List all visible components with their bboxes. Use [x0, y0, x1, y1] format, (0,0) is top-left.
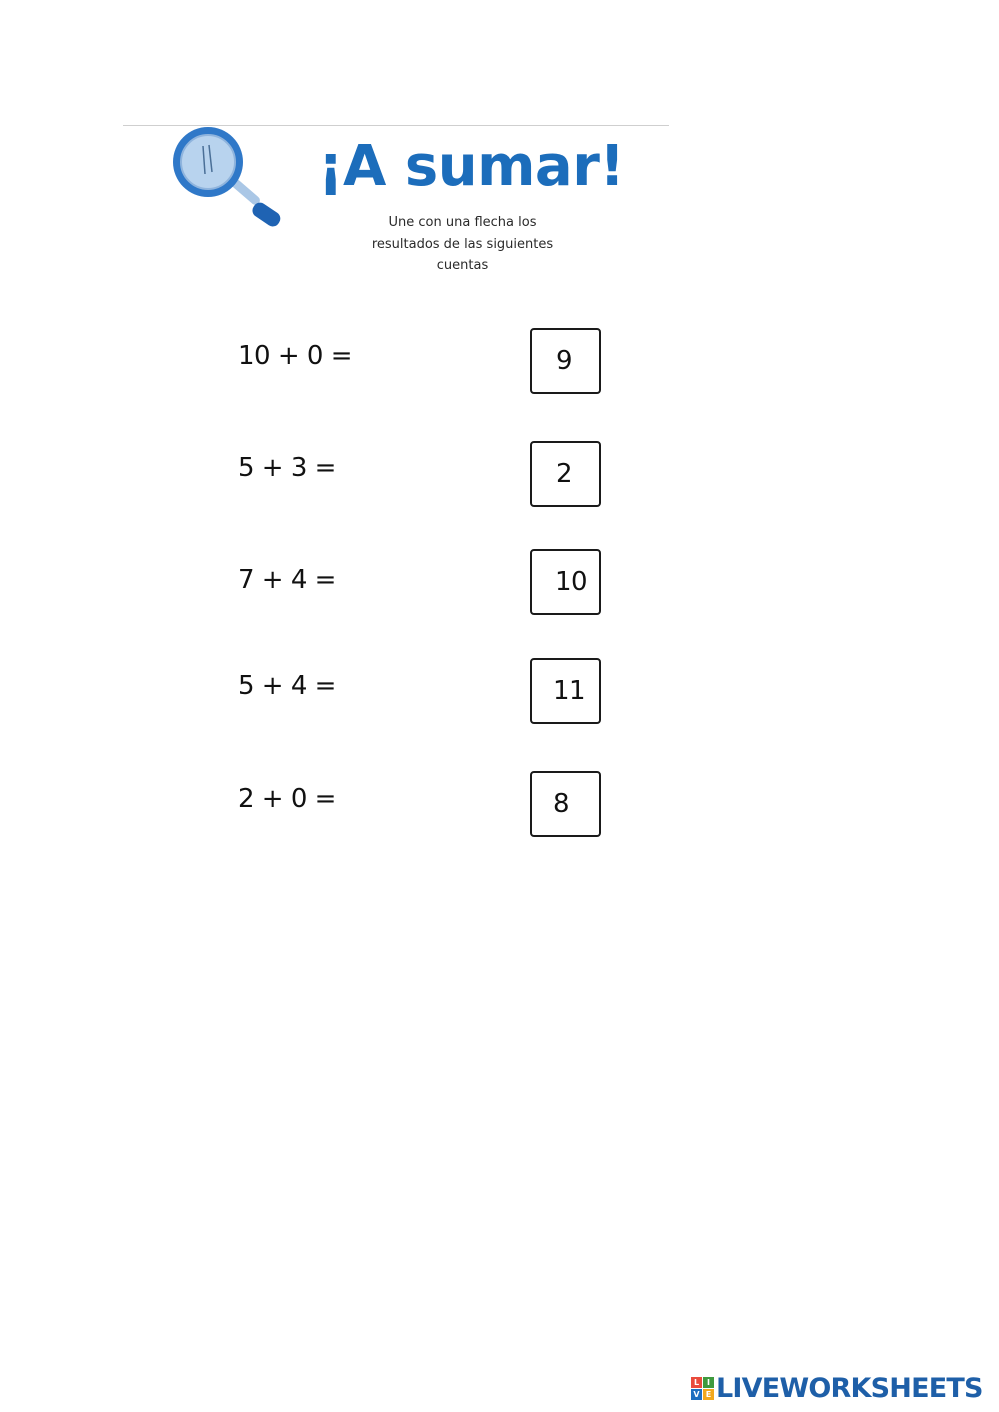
instructions-line: cuentas [436, 258, 489, 273]
answer-value: 9 [556, 346, 573, 376]
answer-value: 8 [553, 789, 570, 819]
instructions-line: Une con una flecha los [388, 215, 537, 230]
logo-cell: I [703, 1377, 714, 1388]
equation-4: 5 + 4 = [238, 671, 336, 701]
equation-5: 2 + 0 = [238, 784, 336, 814]
liveworksheets-logo [691, 1372, 983, 1404]
worksheet-title: ¡A sumar! [318, 134, 625, 199]
answer-value: 2 [556, 459, 573, 489]
answer-value: 11 [553, 676, 586, 706]
answer-box-1[interactable] [530, 328, 601, 394]
answer-value: 10 [555, 567, 588, 597]
brand-name: LIVEWORKSHEETS [716, 1372, 983, 1404]
equation-3: 7 + 4 = [238, 565, 336, 595]
logo-cell: E [703, 1389, 714, 1400]
instructions [340, 212, 585, 277]
answer-box-3[interactable] [530, 549, 601, 615]
liveworksheets-logo-icon [691, 1377, 714, 1400]
answer-box-5[interactable] [530, 771, 601, 837]
magnifying-glass-icon [168, 124, 293, 252]
logo-cell: V [691, 1389, 702, 1400]
equation-1: 10 + 0 = [238, 341, 352, 371]
equation-2: 5 + 3 = [238, 453, 336, 483]
logo-cell: L [691, 1377, 702, 1388]
answer-box-4[interactable] [530, 658, 601, 724]
instructions-line: resultados de las siguientes [371, 236, 554, 252]
answer-box-2[interactable] [530, 441, 601, 507]
